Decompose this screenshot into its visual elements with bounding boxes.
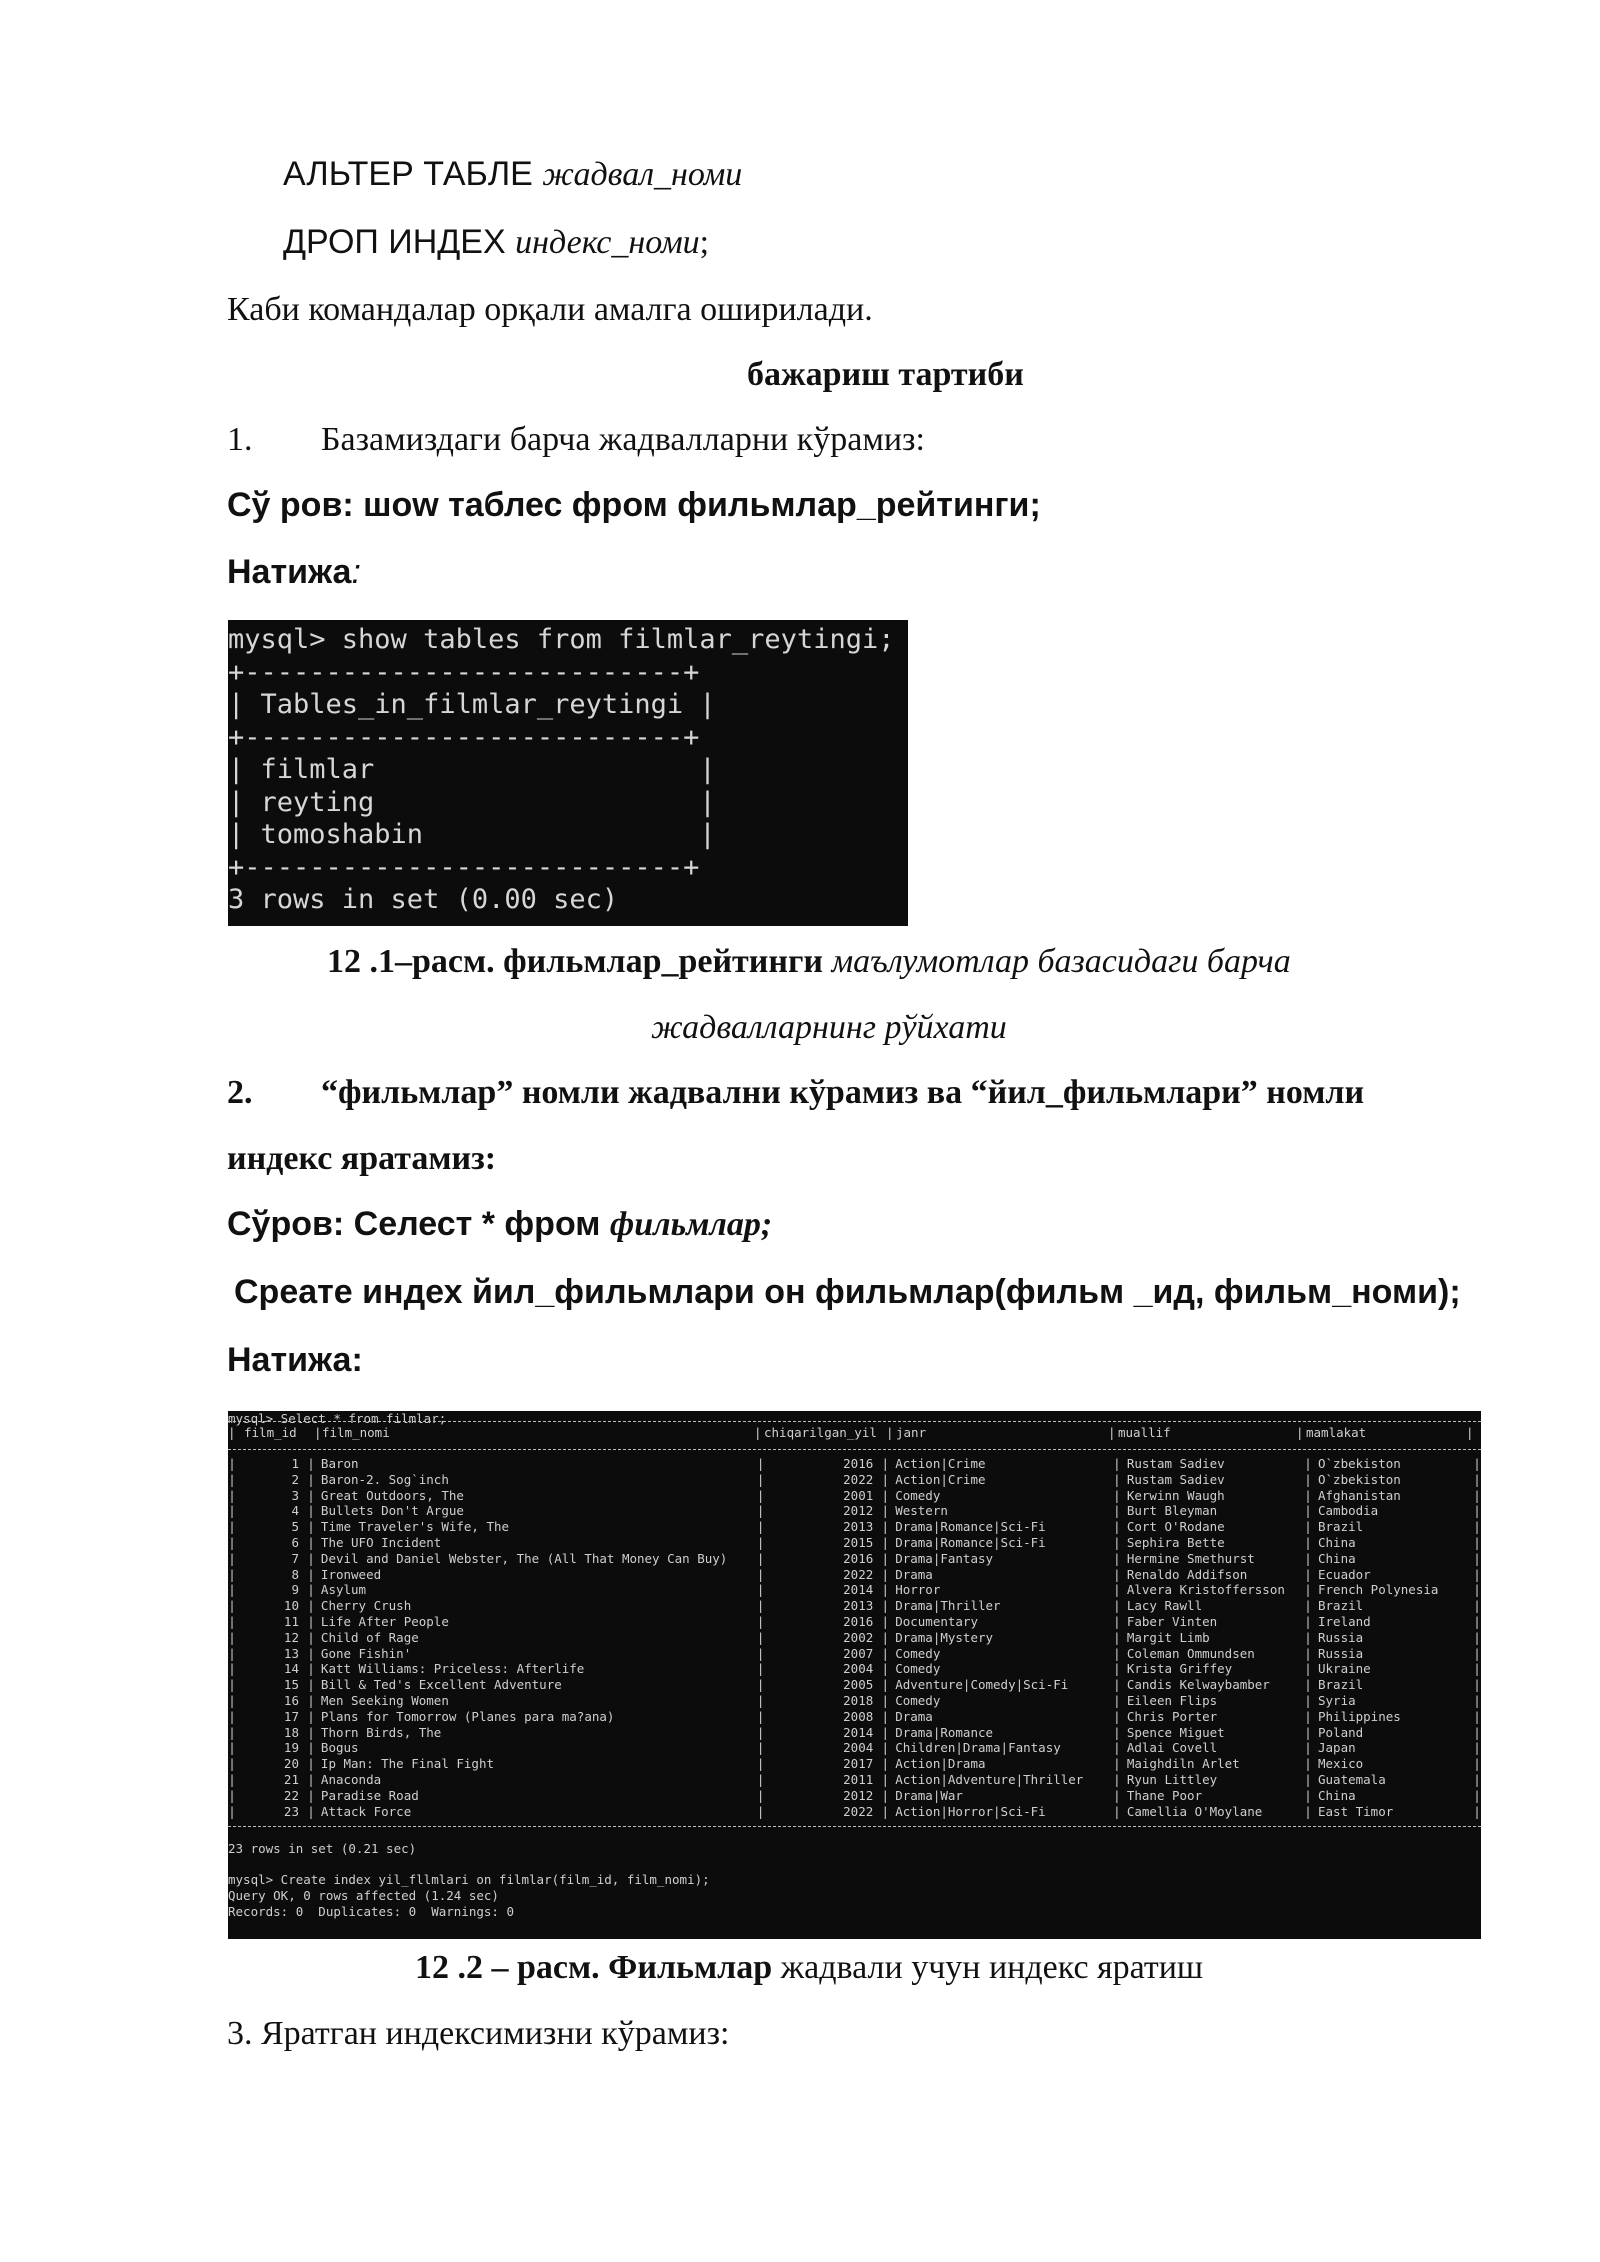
table-cell: Coleman Ommundsen [1126, 1645, 1255, 1661]
table-cell: 6 [291, 1534, 299, 1550]
table-cell: 16 [283, 1692, 299, 1708]
table-cell: Documentary [895, 1613, 978, 1629]
table-row: | 18 | Thorn Birds, The | 2014 | Drama|Romance | Spence Miguet | Poland | [228, 1724, 1481, 1740]
table-cell: Brazil [1318, 1677, 1364, 1693]
table-cell: 14 [283, 1661, 299, 1677]
table-cell: Renaldo Addifson [1126, 1566, 1248, 1582]
table-cell: Camellia O'Moylane [1126, 1803, 1263, 1819]
table-cell: 2008 [843, 1708, 874, 1724]
figure2-desc: жадвали учун индекс яратиш [780, 1949, 1204, 1986]
table-cell: 2016 [843, 1456, 874, 1471]
table-cell: 2012 [843, 1503, 874, 1519]
table-cell: Drama|War [895, 1787, 963, 1803]
table-cell: 12 [283, 1629, 299, 1645]
terminal1-output: mysql> show tables from filmlar_reytingi; +---------------------------+ | Tables_in_filmlar_reytingi | +---------------------------+ | filmlar | | reyting | | tomoshabin | +---------------------------+ 3 rows in set (0.00 sec) [228, 624, 895, 915]
step1-line [227, 420, 925, 460]
step1-text: Базамиздаги барча жадвалларни кўрамиз: [321, 421, 925, 458]
table-row: | 7 | Devil and Daniel Webster, The (All That Money Can Buy) | 2016 | Drama|Fantasy | Hermine Smethurst | China | [228, 1550, 1481, 1566]
table-cell: Ironweed [320, 1566, 382, 1582]
table-cell: Ip Man: The Final Fight [320, 1756, 495, 1772]
drop-argument: индекс_номи [515, 224, 700, 261]
step3-line: 3. Яратган индексимизни кўрамиз: [227, 2015, 730, 2052]
table-cell: Katt Williams: Priceless: Afterlife [320, 1661, 585, 1677]
table-cell: Action|Drama [895, 1756, 986, 1772]
table-cell: 21 [283, 1771, 299, 1787]
table-cell: 2001 [843, 1487, 874, 1503]
table-cell: Drama [895, 1566, 933, 1582]
table-cell: 2012 [843, 1787, 874, 1803]
table-cell: Adlai Covell [1126, 1740, 1218, 1756]
table-cell: Drama|Romance|Sci-Fi [895, 1534, 1046, 1550]
drop-line [283, 222, 709, 263]
table-row: | 1 | Baron | 2016 | Action|Crime | Rustam Sadiev | O`zbekiston | [228, 1456, 1481, 1471]
table-row: | 16 | Men Seeking Women | 2018 | Comedy | Eileen Flips | Syria | [228, 1692, 1481, 1708]
table-cell: Asylum [320, 1582, 367, 1598]
table-cell: 23 [283, 1803, 299, 1819]
table-cell: Poland [1318, 1724, 1364, 1740]
query1-line: Сў ров: шоw таблес фром фильмлар_рейтинги; [227, 486, 1041, 524]
table-cell: Japan [1318, 1740, 1356, 1756]
figure1-label: 12 .1–расм. фильмлар_рейтинги [327, 943, 823, 980]
terminal-show-tables [228, 620, 908, 926]
table-cell: 2016 [843, 1613, 874, 1629]
table-cell: Ryun Littley [1126, 1771, 1218, 1787]
result1-colon: : [351, 553, 361, 591]
drop-semicolon: ; [699, 224, 710, 261]
table-cell: Guatemala [1318, 1771, 1386, 1787]
step2-text: “фильмлар” номли жадвални кўрамиз ва “йил_фильмлари” номли [321, 1074, 1365, 1111]
table-row: | 11 | Life After People | 2016 | Documentary | Faber Vinten | Ireland | [228, 1613, 1481, 1629]
table-cell: Paradise Road [320, 1787, 419, 1803]
table-row: | 14 | Katt Williams: Priceless: Afterlife | 2004 | Comedy | Krista Griffey | Ukraine | [228, 1661, 1481, 1677]
table-row: | 13 | Gone Fishin' | 2007 | Comedy | Coleman Ommundsen | Russia | [228, 1645, 1481, 1661]
table-cell: 2015 [843, 1534, 874, 1550]
table-cell: Drama|Romance|Sci-Fi [895, 1519, 1046, 1535]
table-cell: Action|Horror|Sci-Fi [895, 1803, 1046, 1819]
alter-line [283, 154, 742, 195]
table-cell: 1 [291, 1456, 299, 1471]
header-muallif: muallif [1118, 1425, 1171, 1440]
table-cell: Cambodia [1318, 1503, 1379, 1519]
table-cell: Bullets Don't Argue [320, 1503, 464, 1519]
table-cell: Faber Vinten [1126, 1613, 1218, 1629]
table-cell: China [1318, 1787, 1356, 1803]
table-cell: Plans for Tomorrow (Planes para ma?ana) [320, 1708, 615, 1724]
table-cell: 4 [291, 1503, 299, 1519]
terminal-select-filmlar: mysql> Select * from filmlar; | film_id | film_nomi | chiqarilgan_yil | janr | muallif | mamlakat | | 1 | Baron | 2016 | Action|Crime | Rustam Sadiev | O`zbekiston | | 2 | Baron-2. Sog`inch | 2022 | Action|Crime | Rustam Sadiev | O`zbekiston | | 3 | Great Outdoors, The | 2001 | Comedy | Kerwinn Waugh | Afghanistan | | 4 | Bullets Don't Argue | 2012 | Western | Burt Bleyman | Cambodia | | 5 | Time Traveler's Wife, The | 2013 | Drama|Romance|Sci-Fi | Cort O'Rodane | Brazil | | 6 | The UFO Incident | 2015 | Drama|Romance|Sci-Fi | Sephira Bette | China | | 7 | Devil and Daniel Webster, The (All That Money Can Buy) | 2016 | Drama|Fantasy | Hermine Smethurst | China | | 8 | Ironweed | 2022 | Drama | Renaldo Addifson | Ecuador | | 9 | Asylum | 2014 | Horror | Alvera Kristoffersson | French Polynesia | | 10 | Cherry Crush | 2013 | Drama|Thriller | Lacy Rawll | Brazil | | 11 | Life After People | 2016 | Documentary | Faber Vinten | Ireland | | 12 | Child of Rage | 2002 | Drama|Mystery | Margit Limb | Russia | | 13 | Gone Fishin' | 2007 | Comedy | Coleman Ommundsen | Russia | | 14 | Katt Williams: Priceless: Afterlife | 2004 | Comedy | Krista Griffey | Ukraine | | 15 | Bill & Ted's Excellent Adventure | 2005 | Adventure|Comedy|Sci-Fi | Candis Kelwaybamber | Brazil | | 16 | Men Seeking Women | 2018 | Comedy | Eileen Flips | Syria | | 17 | Plans for Tomorrow (Planes para ma?ana) | 2008 | Drama | Chris Porter | Philippines | | 18 | Thorn Birds, The | 2014 | Drama|Romance | Spence Miguet | Poland | | 19 | Bogus | 2004 | Children|Drama|Fantasy | Adlai Covell | Japan | | 20 | Ip Man: The Final Fight | 2017 | Action|Drama | Maighdiln Arlet | Mexico | | 21 | Anaconda | 2011 | Action|Adventure|Thriller | Ryun Littley | Guatemala | | 22 | Paradise Road | 2012 | Drama|War | Thane Poor | China | | 23 | Attack Force | 2022 | Action|Horror|Sci-Fi | Camellia O'Moylane | East Timor | 23 rows in set (0.21 sec) mysql> Create index yil_fllmlari on filmlar(film_id, film_nomi); Query OK, 0 rows affected (1.24 sec) Records: 0 Duplicates: 0 Warnings: 0 [228, 1411, 1481, 1939]
table-cell: Spence Miguet [1126, 1724, 1225, 1740]
table-cell: 10 [283, 1598, 299, 1614]
query2-line [227, 1204, 772, 1245]
query2-label: Сўров: Селест * фром [227, 1205, 601, 1243]
result2-label: Натижа: [227, 1341, 363, 1379]
table-cell: Ireland [1318, 1613, 1371, 1629]
table-cell: Russia [1318, 1645, 1364, 1661]
table-cell: 3 [291, 1487, 299, 1503]
table-cell: Brazil [1318, 1598, 1364, 1614]
terminal2-result-table [228, 1456, 1481, 1819]
table-cell: 2002 [843, 1629, 874, 1645]
figure1-caption-line2: жадвалларнинг рўйхати [651, 1009, 1007, 1046]
terminal2-rule-top [228, 1421, 1481, 1422]
table-cell: O`zbekiston [1318, 1471, 1401, 1487]
table-cell: Comedy [895, 1487, 941, 1503]
table-cell: 7 [291, 1550, 299, 1566]
table-cell: Cherry Crush [320, 1598, 412, 1614]
table-cell: 2017 [843, 1756, 874, 1772]
table-cell: Krista Griffey [1126, 1661, 1233, 1677]
table-cell: Comedy [895, 1692, 941, 1708]
table-cell: Horror [895, 1582, 941, 1598]
table-cell: Great Outdoors, The [320, 1487, 464, 1503]
table-cell: Life After People [320, 1613, 449, 1629]
table-cell: Baron-2. Sog`inch [320, 1471, 449, 1487]
table-cell: Maighdiln Arlet [1126, 1756, 1240, 1772]
table-row: | 3 | Great Outdoors, The | 2001 | Comedy | Kerwinn Waugh | Afghanistan | [228, 1487, 1481, 1503]
table-cell: Ecuador [1318, 1566, 1371, 1582]
step2-line2: индекс яратамиз: [227, 1140, 497, 1177]
terminal2-rule-header [228, 1449, 1481, 1450]
step1-number: 1. [227, 421, 253, 458]
table-cell: 13 [283, 1645, 299, 1661]
table-cell: Comedy [895, 1645, 941, 1661]
table-cell: French Polynesia [1318, 1582, 1439, 1598]
table-cell: Baron [320, 1456, 359, 1471]
figure1-caption-line1 [327, 942, 1291, 982]
table-cell: Lacy Rawll [1126, 1598, 1203, 1614]
table-cell: 2022 [843, 1566, 874, 1582]
result1-text: Натижа [227, 553, 352, 591]
table-cell: Thane Poor [1126, 1787, 1203, 1803]
table-cell: Drama|Romance [895, 1724, 994, 1740]
table-cell: Afghanistan [1318, 1487, 1401, 1503]
figure1-desc-a: маълумотлар базасидаги барча [831, 943, 1291, 980]
table-cell: Rustam Sadiev [1126, 1456, 1225, 1471]
table-cell: Chris Porter [1126, 1708, 1218, 1724]
table-cell: Drama|Fantasy [895, 1550, 994, 1566]
section-title: бажариш тартиби [747, 356, 1024, 393]
table-cell: Children|Drama|Fantasy [895, 1740, 1061, 1756]
table-cell: Bill & Ted's Excellent Adventure [320, 1677, 562, 1693]
terminal2-prompt: mysql> Select * from filmlar; [228, 1411, 447, 1426]
header-chiqarilgan-yil: chiqarilgan_yil [764, 1425, 877, 1440]
table-cell: 2018 [843, 1692, 874, 1708]
table-row: | 15 | Bill & Ted's Excellent Adventure | 2005 | Adventure|Comedy|Sci-Fi | Candis Kelwaybamber | Brazil | [228, 1677, 1481, 1693]
table-cell: Bogus [320, 1740, 359, 1756]
table-cell: Brazil [1318, 1519, 1364, 1535]
table-cell: The UFO Incident [320, 1534, 442, 1550]
drop-command: ДРОП ИНДЕХ [283, 223, 506, 261]
table-cell: O`zbekiston [1318, 1456, 1401, 1471]
table-cell: Action|Crime [895, 1456, 986, 1471]
table-cell: Philippines [1318, 1708, 1401, 1724]
table-cell: 2022 [843, 1803, 874, 1819]
table-row: | 5 | Time Traveler's Wife, The | 2013 | Drama|Romance|Sci-Fi | Cort O'Rodane | Brazil | [228, 1519, 1481, 1535]
figure2-label: 12 .2 – расм. Фильмлар [415, 1949, 773, 1986]
table-cell: Drama|Thriller [895, 1598, 1001, 1614]
header-janr: janr [896, 1425, 927, 1440]
table-cell: 11 [283, 1613, 299, 1629]
table-cell: Adventure|Comedy|Sci-Fi [895, 1677, 1069, 1693]
table-cell: Child of Rage [320, 1629, 419, 1645]
table-cell: Cort O'Rodane [1126, 1519, 1225, 1535]
table-cell: 19 [283, 1740, 299, 1756]
table-row: | 20 | Ip Man: The Final Fight | 2017 | Action|Drama | Maighdiln Arlet | Mexico | [228, 1756, 1481, 1772]
table-cell: Ukraine [1318, 1661, 1371, 1677]
table-cell: 2022 [843, 1471, 874, 1487]
table-cell: Drama|Mystery [895, 1629, 994, 1645]
table-row: | 19 | Bogus | 2004 | Children|Drama|Fantasy | Adlai Covell | Japan | [228, 1740, 1481, 1756]
table-row: | 22 | Paradise Road | 2012 | Drama|War | Thane Poor | China | [228, 1787, 1481, 1803]
table-cell: Sephira Bette [1126, 1534, 1225, 1550]
table-cell: Candis Kelwaybamber [1126, 1677, 1270, 1693]
step2-number: 2. [227, 1074, 253, 1111]
table-cell: Russia [1318, 1629, 1364, 1645]
table-cell: 2011 [843, 1771, 874, 1787]
table-row: | 2 | Baron-2. Sog`inch | 2022 | Action|Crime | Rustam Sadiev | O`zbekiston | [228, 1471, 1481, 1487]
query2-argument: фильмлар; [609, 1206, 773, 1243]
table-cell: 2004 [843, 1740, 874, 1756]
kabi-sentence: Каби командалар орқали амалга оширилади. [227, 291, 873, 328]
table-cell: Eileen Flips [1126, 1692, 1218, 1708]
table-cell: Time Traveler's Wife, The [320, 1519, 510, 1535]
query3-line: Среате индех йил_фильмлари он фильмлар(фильм _ид, фильм_номи); [234, 1273, 1461, 1311]
table-cell: Action|Adventure|Thriller [895, 1771, 1084, 1787]
alter-argument: жадвал_номи [542, 156, 743, 193]
table-cell: Comedy [895, 1661, 941, 1677]
table-cell: 2013 [843, 1598, 874, 1614]
table-cell: Thorn Birds, The [320, 1724, 442, 1740]
table-cell: 17 [283, 1708, 299, 1724]
table-cell: China [1318, 1550, 1356, 1566]
table-row: | 9 | Asylum | 2014 | Horror | Alvera Kristoffersson | French Polynesia | [228, 1582, 1481, 1598]
table-cell: 22 [283, 1787, 299, 1803]
table-cell: Anaconda [320, 1771, 382, 1787]
table-cell: 2014 [843, 1582, 874, 1598]
table-cell: 2013 [843, 1519, 874, 1535]
terminal2-records: Records: 0 Duplicates: 0 Warnings: 0 [228, 1904, 514, 1919]
table-cell: East Timor [1318, 1803, 1394, 1819]
table-cell: 2014 [843, 1724, 874, 1740]
table-cell: 9 [291, 1582, 299, 1598]
table-cell: Mexico [1318, 1756, 1364, 1772]
table-cell: Devil and Daniel Webster, The (All That Money Can Buy) [320, 1550, 728, 1566]
alter-command: АЛЬТЕР ТАБЛЕ [283, 155, 533, 193]
table-cell: Drama [895, 1708, 933, 1724]
table-row: | 10 | Cherry Crush | 2013 | Drama|Thriller | Lacy Rawll | Brazil | [228, 1598, 1481, 1614]
header-film-nomi: film_nomi [322, 1425, 390, 1440]
terminal2-query-ok: Query OK, 0 rows affected (1.24 sec) [228, 1888, 499, 1903]
table-cell: 2007 [843, 1645, 874, 1661]
table-cell: 5 [291, 1519, 299, 1535]
table-cell: 15 [283, 1677, 299, 1693]
table-row: | 17 | Plans for Tomorrow (Planes para ma?ana) | 2008 | Drama | Chris Porter | Philippines | [228, 1708, 1481, 1724]
table-row: | 21 | Anaconda | 2011 | Action|Adventure|Thriller | Ryun Littley | Guatemala | [228, 1771, 1481, 1787]
table-cell: Western [895, 1503, 948, 1519]
table-row: | 23 | Attack Force | 2022 | Action|Horror|Sci-Fi | Camellia O'Moylane | East Timor | [228, 1803, 1481, 1819]
table-row: | 6 | The UFO Incident | 2015 | Drama|Romance|Sci-Fi | Sephira Bette | China | [228, 1534, 1481, 1550]
figure2-caption [415, 1948, 1203, 1988]
header-film-id: film_id [244, 1425, 297, 1440]
table-cell: 2 [291, 1471, 299, 1487]
header-mamlakat: mamlakat [1306, 1425, 1367, 1440]
table-cell: 18 [283, 1724, 299, 1740]
step2-line [227, 1073, 1365, 1113]
table-cell: 2004 [843, 1661, 874, 1677]
table-cell: Attack Force [320, 1803, 412, 1819]
table-cell: 2005 [843, 1677, 874, 1693]
table-cell: Gone Fishin' [320, 1645, 412, 1661]
table-cell: Syria [1318, 1692, 1356, 1708]
table-cell: Hermine Smethurst [1126, 1550, 1255, 1566]
table-cell: Men Seeking Women [320, 1692, 449, 1708]
table-cell: 20 [283, 1756, 299, 1772]
table-cell: Burt Bleyman [1126, 1503, 1218, 1519]
table-cell: Action|Crime [895, 1471, 986, 1487]
table-cell: Kerwinn Waugh [1126, 1487, 1225, 1503]
table-cell: China [1318, 1534, 1356, 1550]
table-row: | 12 | Child of Rage | 2002 | Drama|Mystery | Margit Limb | Russia | [228, 1629, 1481, 1645]
table-cell: Alvera Kristoffersson [1126, 1582, 1285, 1598]
terminal2-create-index: mysql> Create index yil_fllmlari on filmlar(film_id, film_nomi); [228, 1872, 710, 1887]
table-row: | 4 | Bullets Don't Argue | 2012 | Western | Burt Bleyman | Cambodia | [228, 1503, 1481, 1519]
terminal2-rowcount: 23 rows in set (0.21 sec) [228, 1841, 417, 1856]
table-cell: 2016 [843, 1550, 874, 1566]
result1-label [227, 552, 361, 592]
table-cell: 8 [291, 1566, 299, 1582]
table-cell: Margit Limb [1126, 1629, 1210, 1645]
table-cell: Rustam Sadiev [1126, 1471, 1225, 1487]
table-row: | 8 | Ironweed | 2022 | Drama | Renaldo Addifson | Ecuador | [228, 1566, 1481, 1582]
terminal2-rule-bottom [228, 1826, 1481, 1827]
